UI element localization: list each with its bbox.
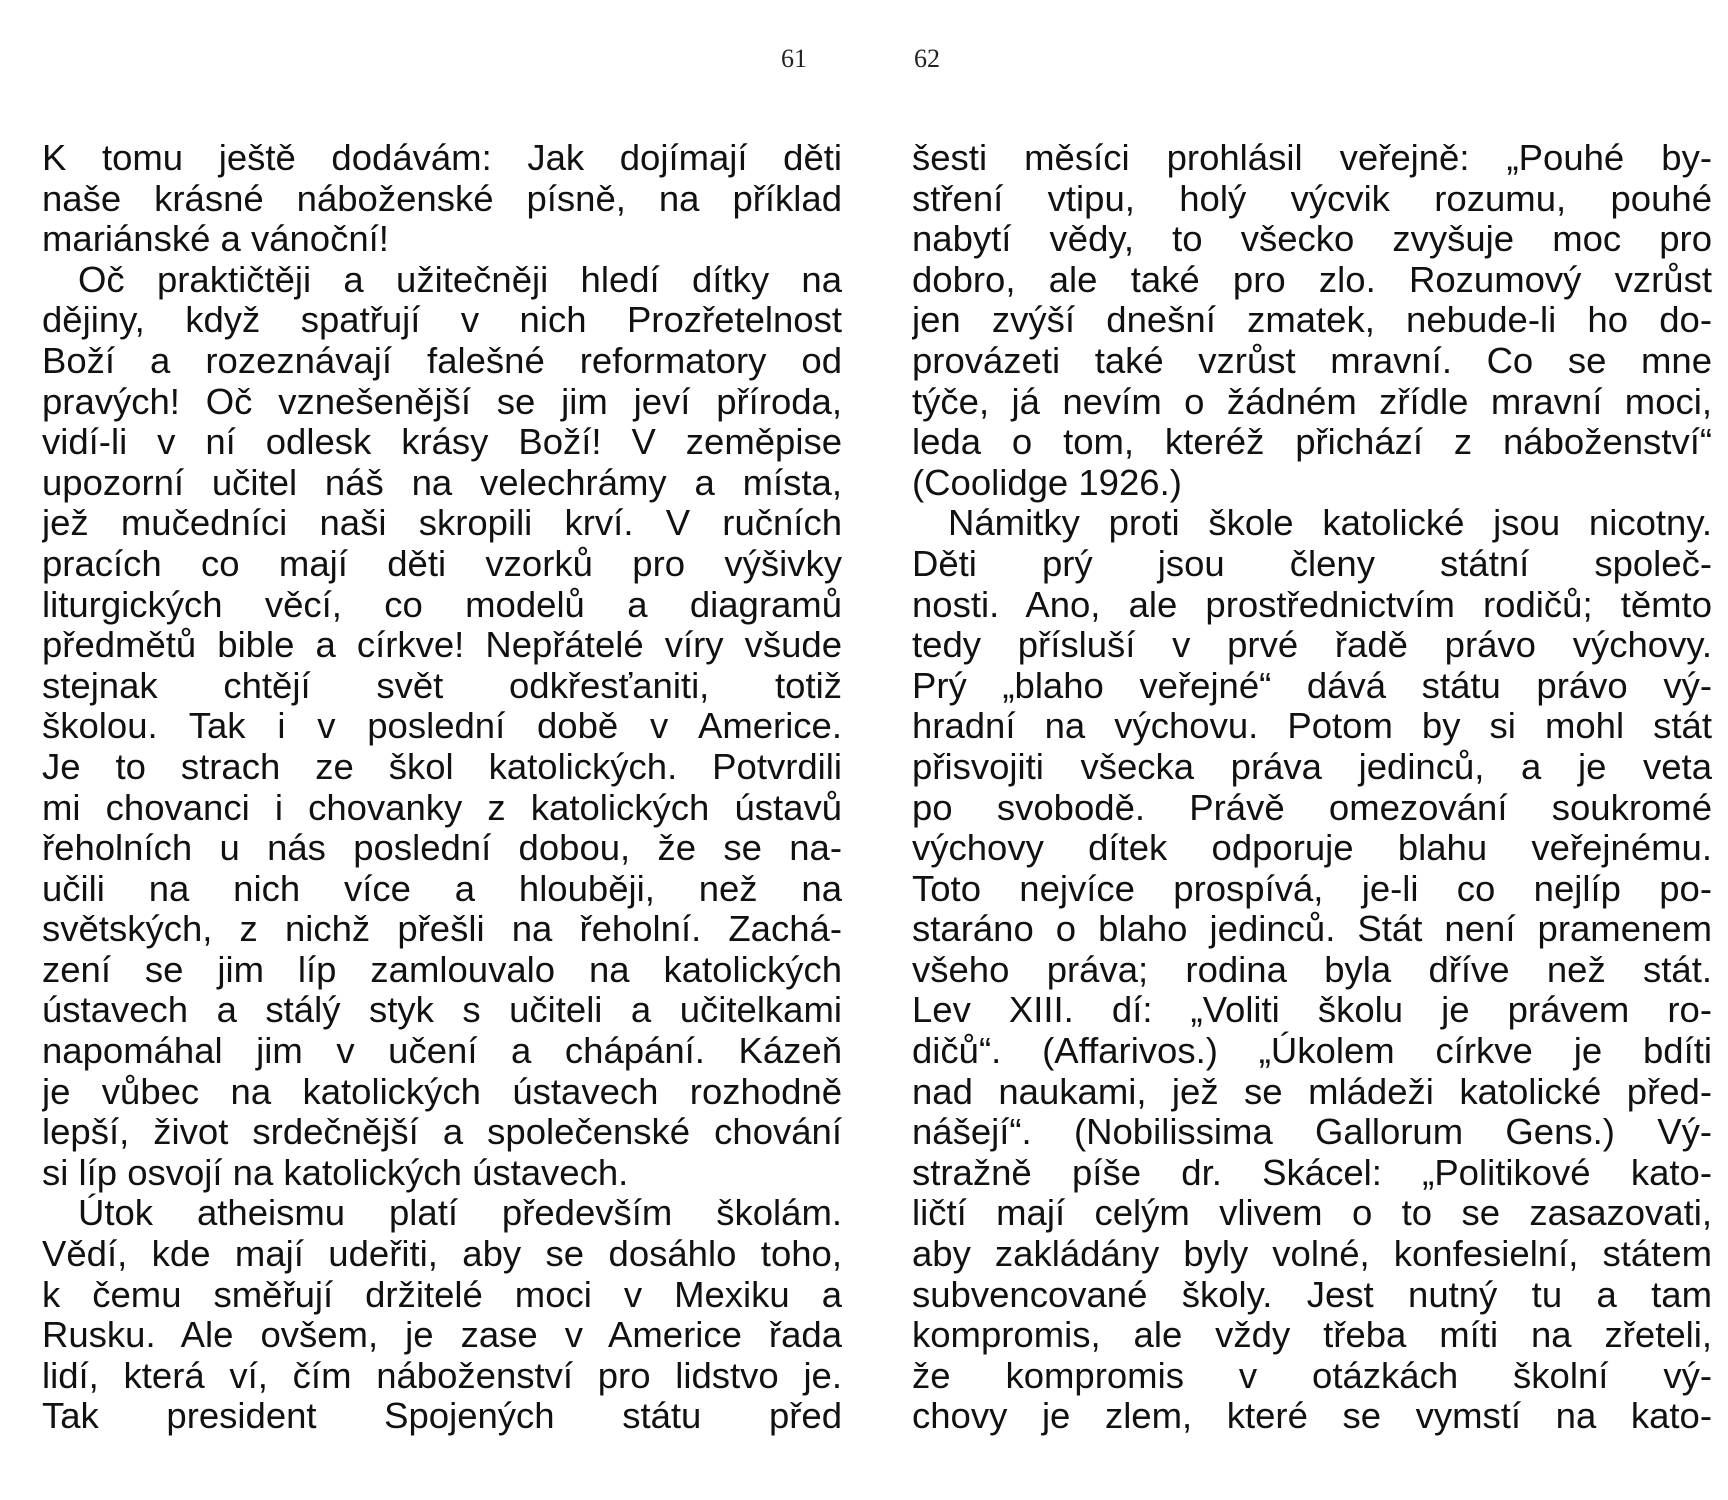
text-line: si líp osvojí na katolických ústavech.	[42, 1152, 629, 1193]
text-line: světských, z nichž přešli na řeholní. Zachá-	[42, 909, 842, 950]
text-line: je vůbec na katolických ústavech rozhodně	[42, 1071, 842, 1112]
text-line: všeho práva; rodina byla dříve než stát.	[912, 949, 1712, 990]
text-line: školou. Tak i v poslední době v Americe.	[42, 706, 842, 747]
text-line: týče, já nevím o žádném zřídle mravní moci,	[912, 381, 1712, 422]
text-line: že kompromis v otázkách školní vý-	[912, 1355, 1712, 1396]
text-line: nášejí“. (Nobilissima Gallorum Gens.) Vý-	[912, 1112, 1712, 1153]
text-line: kompromis, ale vždy třeba míti na zřeteli,	[912, 1315, 1712, 1356]
text-line: lepší, život srdečnější a společenské chování	[42, 1112, 842, 1153]
text-line: Tak president Spojených státu před	[42, 1396, 842, 1437]
text-line: Prý „blaho veřejné“ dává státu právo vý-	[912, 665, 1712, 706]
text-line: zení se jim líp zamlouvalo na katolických	[42, 949, 842, 990]
text-line: provázeti také vzrůst mravní. Co se mne	[912, 340, 1712, 381]
text-line: Vědí, kde mají udeřiti, aby se dosáhlo toho,	[42, 1234, 842, 1275]
page-number: 62	[914, 44, 940, 73]
text-line: aby zakládány byly volné, konfesielní, státem	[912, 1234, 1712, 1275]
text-line: Lev XIII. dí: „Voliti školu je právem ro-	[912, 990, 1712, 1031]
text-line: učili na nich více a hlouběji, než na	[42, 868, 842, 909]
text-line: Oč praktičtěji a užitečněji hledí dítky na	[78, 259, 842, 300]
text-line: dičů“. (Affarivos.) „Úkolem církve je bdíti	[912, 1031, 1712, 1072]
text-line: přisvojiti všecka práva jedinců, a je veta	[912, 746, 1712, 787]
text-line: jen zvýší dnešní zmatek, nebude-li ho do-	[912, 300, 1712, 341]
text-line: nosti. Ano, ale prostřednictvím rodičů; těmto	[912, 584, 1712, 625]
text-line: výchovy dítek odporuje blahu veřejnému.	[912, 828, 1712, 869]
text-line: leda o tom, kteréž přichází z náboženství“	[912, 422, 1712, 463]
text-line: tedy přísluší v prvé řadě právo výchovy.	[912, 625, 1712, 666]
body-text	[912, 138, 1712, 1437]
text-line: K tomu ještě dodávám: Jak dojímají děti	[42, 138, 842, 178]
text-line: Boží a rozeznávají falešné reformatory od	[42, 340, 842, 381]
text-line: Je to strach ze škol katolických. Potvrdili	[42, 746, 842, 787]
text-line: pracích co mají děti vzorků pro výšivky	[42, 543, 842, 584]
right-page	[864, 0, 1728, 1500]
text-line: ličtí mají celým vlivem o to se zasazovati,	[912, 1193, 1712, 1234]
text-line: dobro, ale také pro zlo. Rozumový vzrůst	[912, 259, 1712, 300]
text-line: mi chovanci i chovanky z katolických ústavů	[42, 787, 842, 828]
text-line: naše krásné náboženské písně, na příklad	[42, 178, 842, 219]
text-line: Rusku. Ale ovšem, je zase v Americe řada	[42, 1315, 842, 1356]
text-line: nad naukami, jež se mládeži katolické před-	[912, 1071, 1712, 1112]
text-line: chovy je zlem, které se vymstí na kato-	[912, 1396, 1712, 1437]
text-line: Toto nejvíce prospívá, je-li co nejlíp po-	[912, 868, 1712, 909]
text-line: hradní na výchovu. Potom by si mohl stát	[912, 706, 1712, 747]
text-line: Útok atheismu platí především školám.	[78, 1193, 842, 1234]
text-line: lidí, která ví, čím náboženství pro lidstvo je.	[42, 1355, 842, 1396]
text-line: stření vtipu, holý výcvik rozumu, pouhé	[912, 178, 1712, 219]
page-number: 61	[781, 44, 807, 73]
text-line: mariánské a vánoční!	[42, 219, 389, 260]
text-line: upozorní učitel náš na velechrámy a místa,	[42, 462, 842, 503]
text-line: subvencované školy. Jest nutný tu a tam	[912, 1274, 1712, 1315]
text-line: šesti měsíci prohlásil veřejně: „Pouhé by-	[912, 138, 1712, 178]
text-line: staráno o blaho jedinců. Stát není pramenem	[912, 909, 1712, 950]
body-text	[42, 138, 842, 1437]
text-line: předmětů bible a církve! Nepřátelé víry všude	[42, 625, 842, 666]
text-line: napomáhal jim v učení a chápání. Kázeň	[42, 1031, 842, 1072]
text-line: (Coolidge 1926.)	[912, 462, 1182, 503]
text-line: nabytí vědy, to všecko zvyšuje moc pro	[912, 219, 1712, 260]
text-line: řeholních u nás poslední dobou, že se na-	[42, 828, 842, 869]
text-line: stejnak chtějí svět odkřesťaniti, totiž	[42, 665, 842, 706]
text-line: Námitky proti škole katolické jsou nicotny.	[948, 503, 1712, 544]
text-line: vidí-li v ní odlesk krásy Boží! V zeměpise	[42, 422, 842, 463]
text-line: dějiny, když spatřují v nich Prozřetelnost	[42, 300, 842, 341]
text-line: Děti prý jsou členy státní společ-	[912, 543, 1712, 584]
text-line: liturgických věcí, co modelů a diagramů	[42, 584, 842, 625]
text-line: pravých! Oč vznešenější se jim jeví příroda,	[42, 381, 842, 422]
text-line: po svobodě. Právě omezování soukromé	[912, 787, 1712, 828]
text-line: stražně píše dr. Skácel: „Politikové kato-	[912, 1152, 1712, 1193]
text-line: k čemu směřují držitelé moci v Mexiku a	[42, 1274, 842, 1315]
text-line: ústavech a stálý styk s učiteli a učitelkami	[42, 990, 842, 1031]
text-line: jež mučedníci naši skropili krví. V ručních	[42, 503, 842, 544]
